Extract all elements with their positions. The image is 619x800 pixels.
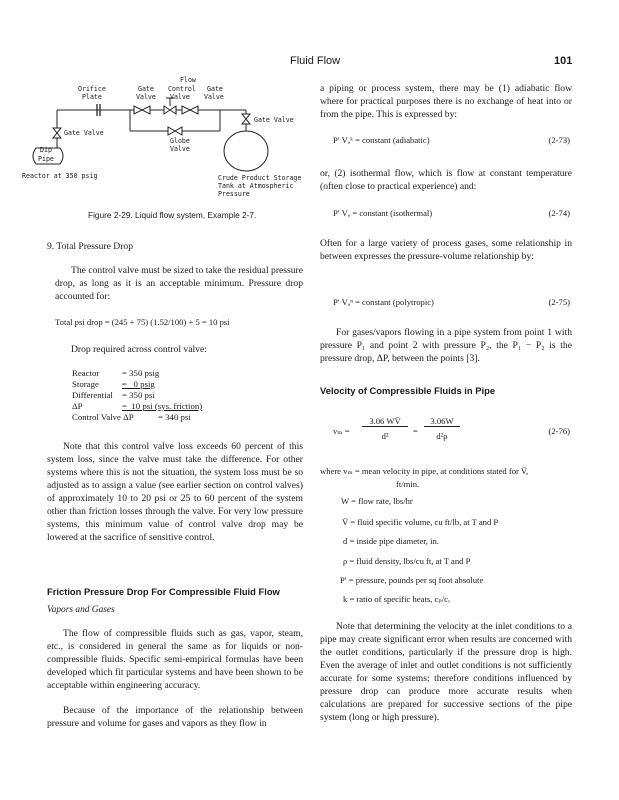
label-gate-1b: Valve	[136, 93, 156, 101]
row-value: = 10 psi (sys. friction)	[122, 401, 203, 411]
label-control-2: Valve	[170, 93, 190, 101]
pressure-table	[72, 368, 292, 423]
table-row	[72, 401, 292, 412]
running-title: Fluid Flow	[290, 55, 341, 67]
gate-valve-left-icon	[53, 128, 61, 138]
eq-number-2-73: (2-73)	[548, 135, 570, 145]
paragraph-polytropic: Often for a large variety of process gases, some relationship in between expresses the pressure-volume relationship by:	[320, 238, 572, 262]
figure-2-29	[20, 76, 310, 206]
paragraph-importance: Because of the importance of the relationship between pressure and volume for gases and vapors as they flow in	[47, 705, 303, 729]
label-flow: Flow	[180, 76, 196, 84]
label-storage-3: Pressure	[218, 190, 250, 198]
row-label: Reactor	[72, 368, 100, 378]
where-line: W = flow rate, lbs/hr	[341, 496, 413, 506]
where-line: where vₘ = mean velocity in pipe, at conditions stated for V̄,	[320, 466, 529, 476]
where-line: d = inside pipe diameter, in.	[343, 536, 439, 546]
row-label: ΔP	[72, 401, 83, 411]
heading-velocity: Velocity of Compressible Fluids in Pipe	[320, 385, 496, 396]
label-orifice-1: Orifice	[78, 85, 106, 93]
row-value: = 340 psi	[158, 412, 191, 422]
row-value: = 350 psig	[122, 368, 160, 378]
eq-number-2-74: (2-74)	[548, 208, 570, 218]
paragraph-note-loss: Note that this control valve loss exceeds 60 percent of this system loss, since the valve must take the difference. For other systems where this is not the situation, the system loss must be so adjusted as to assign a value (see earlier section on control valves) of approximately 10 to 20 psi or 25 to 60 percent of the system other than friction losses through the valve. For very low pressure systems, this minimum value of control valve drop may be lowered at the sacrifice of sensitive control.	[47, 441, 303, 543]
label-gate-valve-right: Gate Valve	[254, 116, 294, 124]
label-dip-2: Pipe	[38, 155, 54, 163]
label-storage-2: Tank at Atmospheric	[218, 182, 294, 190]
where-line: P′ = pressure, pounds per sq foot absolute	[340, 575, 484, 585]
gate-valve-icon	[134, 106, 150, 114]
where-line: k = ratio of specific heats, cₚ/cᵥ	[343, 594, 451, 604]
label-reactor: Reactor at 350 psig	[22, 172, 98, 180]
eq-polytropic: P′ Vₐⁿ = constant (polytropic)	[333, 297, 434, 307]
label-globe-1: Globe	[170, 137, 190, 145]
section-heading: 9. Total Pressure Drop	[47, 241, 134, 252]
drop-required: Drop required across control valve:	[71, 344, 207, 355]
paragraph-compressible: The flow of compressible fluids such as gas, vapor, steam, etc., is considered in general the same as for liquids or non-compressible fluids. Specific semi-empirical formulas have been developed which fit particular systems and have been shown to be acceptable within engineering accuracy.	[47, 628, 303, 691]
label-gate-valve-left: Gate Valve	[64, 129, 104, 137]
eq-velocity-lhs: vₘ =	[333, 426, 350, 436]
total-psi-drop: Total psi drop = (245 + 75) (1.52/100) + 5 = 10 psi	[55, 317, 230, 327]
where-line: ft/min.	[396, 479, 420, 489]
row-label: Differential	[72, 390, 113, 400]
control-valve-icon	[164, 106, 176, 114]
table-row	[72, 368, 292, 379]
row-value: = 0 psig	[122, 379, 155, 389]
eq-velocity-den2: d²ρ	[436, 431, 448, 441]
where-line: V̄ = fluid specific volume, cu ft/lb, at T and P	[342, 517, 499, 527]
page-number: 101	[554, 55, 573, 67]
label-gate-1a: Gate	[138, 85, 154, 93]
eq-velocity-equals: =	[413, 426, 418, 436]
eq-isothermal: P′ Vₐ = constant (isothermal)	[333, 208, 433, 218]
heading-friction: Friction Pressure Drop For Compressible Fluid Flow	[47, 586, 280, 597]
paragraph-residual: The control valve must be sized to take the residual pressure drop, as long as it is an acceptable minimum. Pressure drop accounted for:	[55, 265, 303, 302]
paragraph-adiabatic: a piping or process system, there may be (1) adiabatic flow where for practical purposes there is no exchange of heat into or from the pipe. This is expressed by:	[320, 83, 572, 120]
eq-velocity-num1: 3.06 WV̄	[362, 416, 408, 427]
gate-valve-right-icon	[242, 114, 250, 124]
subheading-vapors: Vapors and Gases	[47, 605, 115, 615]
label-control-1: Control	[168, 85, 196, 93]
label-storage-1: Crude Product Storage	[218, 174, 302, 182]
figure-caption: Figure 2-29. Liquid flow system, Example 2-7.	[88, 210, 257, 220]
paragraph-points: For gases/vapors flowing in a pipe system from point 1 with pressure P₁ and point 2 with pressure P₂, the P₁ − P₂ is the pressure drop, ΔP, between the points [3].	[320, 327, 572, 364]
row-label: Control Valve ΔP	[72, 412, 134, 422]
table-row	[72, 390, 292, 401]
row-value: = 350 psi	[122, 390, 155, 400]
eq-number-2-75: (2-75)	[548, 297, 570, 307]
eq-number-2-76: (2-76)	[548, 426, 570, 436]
label-dip-1: Dip	[40, 146, 52, 154]
globe-valve-icon	[168, 127, 182, 135]
label-gate-2a: Gate	[207, 85, 223, 93]
table-row	[72, 379, 292, 390]
gate-valve-icon	[182, 106, 198, 114]
where-line: ρ = fluid density, lbs/cu ft, at T and P	[343, 556, 471, 566]
label-globe-2: Valve	[170, 145, 190, 153]
label-gate-2b: Valve	[204, 93, 224, 101]
label-orifice-2: Plate	[82, 93, 102, 101]
table-row	[72, 412, 292, 423]
paragraph-isothermal: or, (2) isothermal flow, which is flow at constant temperature (often close to practical experience) and:	[320, 168, 572, 192]
paragraph-velocity-note: Note that determining the velocity at the inlet conditions to a pipe may create significant error when results are concerned with the outlet conditions, particularly if the pressure drop is high. Even the average of inlet and outlet conditions is not sufficiently accurate for some systems; therefore conditions influenced by pressure drop can produce more accurate results when calculations are prepared for successive sections of the pipe system (long or high pressure).	[320, 621, 572, 723]
eq-velocity-num2: 3.06W	[424, 416, 460, 427]
eq-adiabatic: P′ Vₐᵏ = constant (adiabatic)	[333, 135, 430, 145]
row-label: Storage	[72, 379, 99, 389]
eq-velocity-den1: d²	[381, 431, 389, 441]
